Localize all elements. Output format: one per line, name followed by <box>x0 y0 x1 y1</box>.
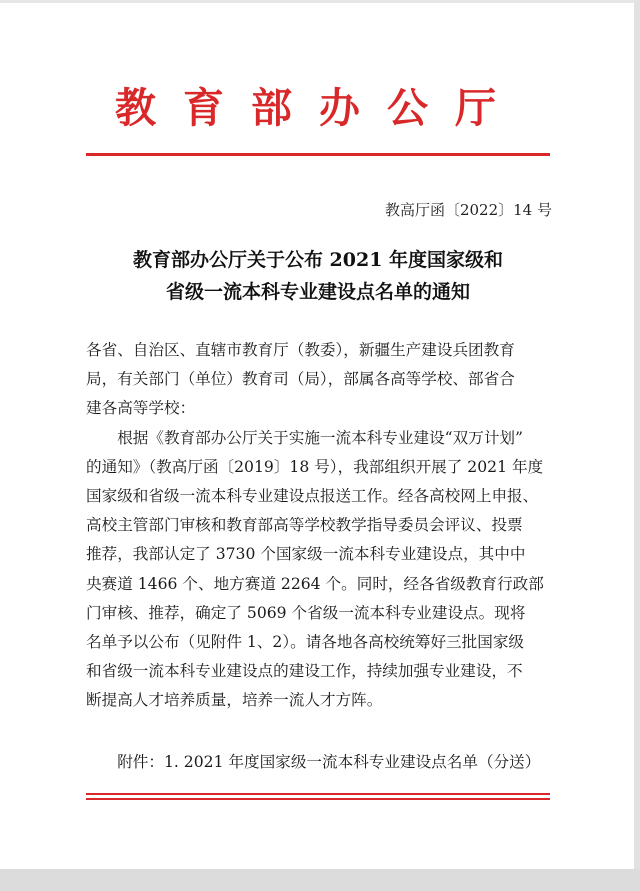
body-line: 建各高等学校： <box>86 399 196 418</box>
body-line: 推荐，我部认定了 3730 个国家级一流本科专业建设点，其中中 <box>86 545 526 564</box>
body-line: 高校主管部门审核和教育部高等学校教学指导委员会评议、投票 <box>86 516 523 535</box>
document-number: 教高厅函〔2022〕14 号 <box>384 201 552 219</box>
body-line: 和省级一流本科专业建设点的建设工作，持续加强专业建设，不 <box>86 662 523 681</box>
body-line: 门审核、推荐，确定了 5069 个省级一流本科专业建设点。现将 <box>86 603 526 622</box>
page-edge-right <box>634 0 640 891</box>
body-line: 断提高人才培养质量，培养一流人才方阵。 <box>86 691 383 710</box>
footer-red-rule-top <box>86 793 550 795</box>
page-edge-top <box>0 0 640 3</box>
masthead-red-rule <box>86 153 550 156</box>
notice-title-line: 省级一流本科专业建设点名单的通知 <box>165 281 470 303</box>
body-line: 局，有关部门（单位）教育司（局），部属各高等学校、部省合 <box>86 370 515 389</box>
notice-title <box>86 244 550 308</box>
body-line: 央赛道 1466 个、地方赛道 2264 个。同时，经各省级教育行政部 <box>86 574 544 593</box>
body-line: 的通知》（教高厅函〔2019〕18 号），我部组织开展了 2021 年度 <box>86 457 544 476</box>
masthead-title: 教育部办公厅 <box>115 84 523 132</box>
body-line: 名单予以公布（见附件 1、2）。请各地各高校统筹好三批国家级 <box>86 632 525 651</box>
notice-body <box>86 336 552 715</box>
body-line: 各省、自治区、直辖市教育厅（教委），新疆生产建设兵团教育 <box>86 341 515 359</box>
page-edge-bottom <box>0 869 640 891</box>
body-line: 根据《教育部办公厅关于实施一流本科专业建设“双万计划” <box>86 428 523 447</box>
footer-red-rule-bottom <box>86 798 550 800</box>
body-line: 国家级和省级一流本科专业建设点报送工作。经各高校网上申报、 <box>86 486 539 505</box>
notice-title-line: 教育部办公厅关于公布 2021 年度国家级和 <box>132 249 504 271</box>
attachment-line: 附件：1. 2021 年度国家级一流本科专业建设点名单（分送） <box>86 753 541 771</box>
